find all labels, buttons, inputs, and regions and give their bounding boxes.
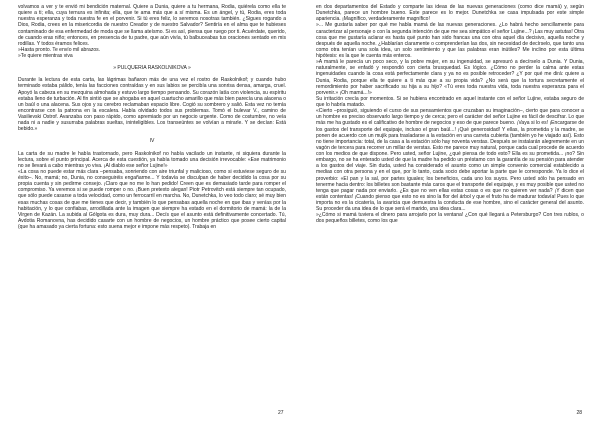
paragraph: »... Me gustaría saber por qué me habla mamá de las nuevas generaciones. ¿Lo habrá hecho sencillamente para caracterizar al personaje o con la segunda intención de que me sea simpático el señor Lujine...? ¡Las muy astutas! Otra cosa que me gustaría aclarar es hasta qué punto han sido francas una con otra aquel día decisivo, aquella noche y después de aquella noche. ¿Hablarían claramente o comprenderían las dos, sin necesidad de decírselo, que tanto una como otra tenían una sola idea, un solo sentimiento y que las palabras eran inútiles? Me inclino por esta última hipótesis: es la que le cuenta más enteros. [316,22,584,59]
right-page-text [316,4,584,225]
letter-signature: » PULQUERIA RASKOLNIKOVA » [113,65,191,72]
paragraph: »¿Cómo si mamá tuviera el dinero para arrojarlo por la ventana! ¿Con qué llegará a Petersburgo? Con tres rublos, o dos pequeños billetes, como los que [316,212,584,225]
paragraph: »Te quiere mientras viva [18,53,73,59]
paragraph: »A mamá le parecía un poco seco, y la pobre mujer, en su ingenuidad, se apresuró a decírselo a Dunia. Y Dunia, naturalmente, se enfadó y respondió con cierta brusquedad. Es lógico. ¿Cómo no perder la calma ante estas ingenuidades cuando la cosa está perfectamente clara y ya no es posible retroceder? ¿Y por qué me dirá: quiere a Dunia, Rodia, porque ella te quiere a ti más que a su propia vida? ¿No será que la tortura secretamente el remordimiento por haber sacrificado su hija a su hijo? «Tú eres toda nuestra vida, toda nuestra esperanza para el porvenir.» ¡Oh mamá...!» [316,59,584,96]
left-page [18,4,286,416]
paragraph: «Cierto –prosiguió, siguiendo el curso de sus pensamientos que cruzaban su imaginación–, cierto que para conocer a un hombre es preciso observarlo largo tiempo y de cerca; pero el carácter del señor Lujine es fácil de descifrar. Lo que más me ha gustado es el calificativo de hombre de negocios y eso de que parece bueno. ¡Vaya si lo es! ¡Encargarse de los gastos del transporte del equipaje, incluso el gran baúl...! ¡Qué generosidad! Y ellas, la prometida y la madre, se ponen de acuerdo con un mujik para trasladarse a la estación en una carreta cubierta (también yo he viajado así). Esto no tiene importancia: total, de la casa a la estación sólo hay noventa verstas. Después se instalarán alegremente en un vagón de tercera para recorrer un millar de verstas. Esto me parece muy natural, porque cada cual procede de acuerdo con los medios de que dispone. Pero usted, señor Lujine, ¿qué piensa de todo esto? Ella es su prometida... ¡no? Sin embargo, no se ha enterado usted de que la madre ha pedido un préstamo con la garantía de su pensión para atender a los gastos del viaje. Sin duda, usted ha considerado el asunto como un simple convenio comercial establecido a medias con otra persona y en el que, por lo tanto, cada socio debe aportar la parte que le corresponde. Ya lo dice el proverbio: «El pan y la sal, por partes iguales; los beneficios, cada uno los suyos. Pero usted sólo ha pensado en tenerme hacia dentro: los billetes son bastante más caros que el transporte del equipaje, y es muy posible que usted no tenga que pagar nada por enviarlo. ¿Es que no ven ellas estas cosas o es que no quieren ver nada? ¡Y dicen que están contentas! ¡Cuando pienso que esto no es sino la flor del árbol y que el fruto ha de madurar todavía! Pues lo que importa no es la cicatería, la avaricia que demuestra la conducta de ese hombre, sino el carácter general del asunto. Su proceder da una idea de lo que será el marido, una idea clara... [316,108,584,213]
paragraph: La carta de su madre le había trastornado, pero Raskolnikof no había vacilado un instante, ni siquiera durante la lectura, sobre el punto principal. Acerca de esta cuestión, ya había tomado una decisión irrevocable: «Ese matrimonio no se llevará a cabo mientras yo viva. ¡Al diablo ese señor Lujine!» [18,150,286,169]
paragraph: «La cosa no puede estar más clara –pensaba, sonriendo con aire triunfal y malicioso, como si estuviese seguro de su éxito–. No, mamá; no, Dunia, no conseguiréis engañarme... Y todavía se disculpan de haber decidido la cosa por su propia cuenta y sin pedirme consejo. ¡Claro que no me lo han pedido! Creen que es demasiado tarde para romper el compromiso. Ya veremos si se puede romper o no. ¡Buen pretexto alegan! Piotr Petrovitch está siempre tan ocupado, que sólo puede casarse a toda velocidad, como un ferrocarril en marcha. No, Dunetchka, lo veo todo claro; sé muy bien esas muchas cosas de que me tienes que decir, y también lo que pensabas aquella noche en que ibas y venías por la habitación, y lo que confiabas, arrodillada ante la imagen que siempre ha estado en el dormitorio de mamá: la de la Virgen de Kazán. La subida al Gólgota es dura, muy dura... Decís que el asunto está definitivamente concertado. Tú, Avdotia Romanovna, has decidido casarte con un hombre de negocios, un hombre práctico que posee cierto capital (que ha amasado ya cierta fortuna: esto suena mejor e impone más respeto). Trabaja en [18,168,286,230]
left-page-text [18,4,286,230]
page-number-right: 28 [576,410,582,416]
paragraph: Durante la lectura de esta carta, las lágrimas bañaron más de una vez el rostro de Raskolnikof; y cuando hubo terminado estaba pálido, tenía las facciones contraídas y en sus labios se percibía una sonrisa densa, amarga, cruel. Apoyó la cabeza en su mezquina almohada y estuvo largo tiempo pensando. Su corazón latía con violencia, su espíritu estaba lleno de turbación. Al fin sintió que se ahogaba en aquel cuartucho amarillo que más bien parecía una alacena o un baúl o una alacena. Sus ojos y su cerebro reclamaban espacio libre. Cogió su sombrero y salió. Esta vez no temía encontrarse con la patrona en la escalera. Había olvidado todos sus problemas. Tomó el bulevar V., camino de Vasilievski Ostrof. Avanzaba con paso rápido, como apremiado por un negocio urgente. Como de costumbre, no veía nada ni a nadie y susurraba palabras sueltas, ininteligibles. Los transeúntes se volvían a mirarle. Y se decían: Está bebido.» [18,77,286,133]
paragraph: Su irritación crecía por momentos. Si se hubiera encontrado en aquel instante con el señor Lujine, estaba seguro de que lo habría matado. [316,95,584,108]
paragraph: volvamos a ver y te envió mi bendición maternal. Quiere a Dunia, quiere a tu hermana, Rodia, quiérela como ella te quiere a ti; ella, cuya ternura es infinita; ella, que te ama más que a sí misma. Es un ángel, y tú, Rodia, eres toda nuestra esperanza y toda nuestra fe en el porvenir. Si tú eres feliz, lo seremos nosotras también. ¿Sigues rogando a Dios, Rodia, crees en la misericordia de nuestro Creador y de nuestro Salvador? Sentiría en el alma que te hubieses contaminado de esa enfermedad de moda que se llama ateísmo. Si es así, piensa que ruego por ti. Acuérdate, querido, de cuando eras niño; entonces, en presencia de tu padre, que aún vivía, tú balbuceabas tus oraciones sentado en mis rodillas. Y todos éramos felices. [18,4,286,47]
paragraph: en dos departamentos del Estado y comparte las ideas de las nuevas generaciones (como dice mamá) y, según Dunetchka, parece un hombre bueno. Este parece es lo mejor. Dunetchka se casa impulsada por este simple apariencia. ¡Magnífico, verdaderamente magnífico! [316,4,584,23]
chapter-heading: IV [149,138,155,145]
right-page [316,4,584,416]
paragraph: »Hasta pronto. Te envío mil abrazos. [18,46,101,53]
page-number-left: 27 [278,410,284,416]
